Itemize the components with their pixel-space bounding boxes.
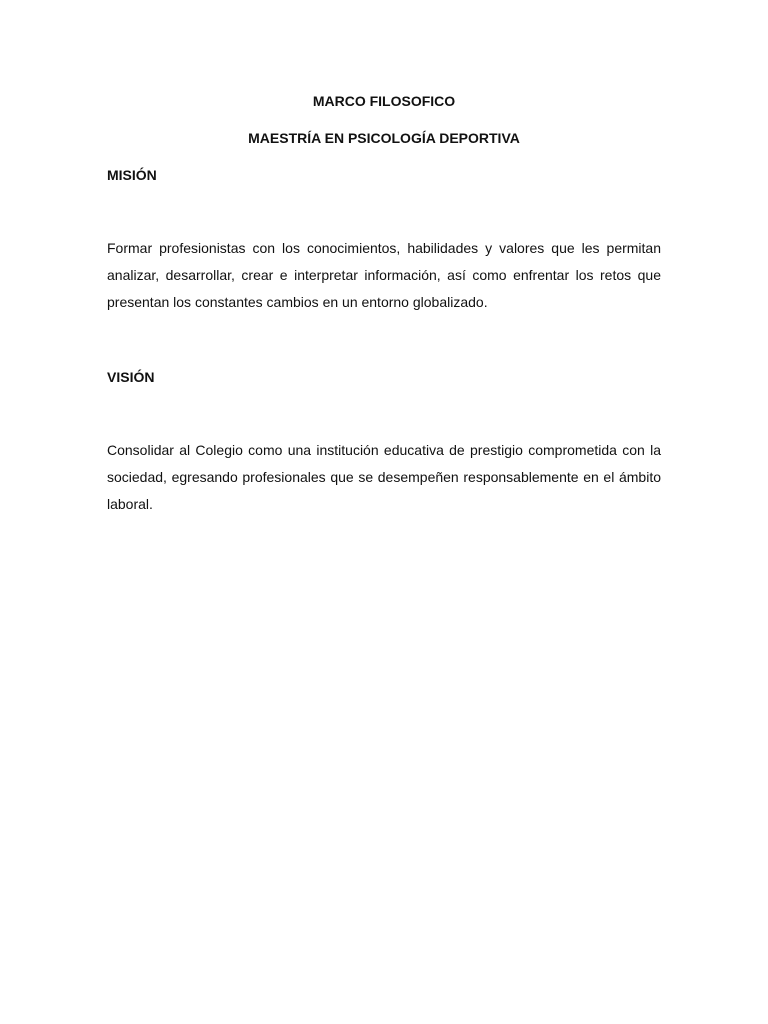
section-heading-vision: VISIÓN [107, 369, 155, 385]
section-body-mision: Formar profesionistas con los conocimientos, habilidades y valores que les permitan analizar, desarrollar, crear e interpretar información, así como enfrentar los retos que presentan los constantes cambios en un entorno globalizado. [107, 240, 661, 310]
document-subtitle: MAESTRÍA EN PSICOLOGÍA DEPORTIVA [248, 130, 520, 146]
section-heading-mision: MISIÓN [107, 167, 157, 183]
document-title: MARCO FILOSOFICO [312, 93, 456, 109]
section-body-vision: Consolidar al Colegio como una institución educativa de prestigio comprometida con la sociedad, egresando profesionales que se desempeñen responsablemente en el ámbito laboral. [107, 442, 661, 512]
